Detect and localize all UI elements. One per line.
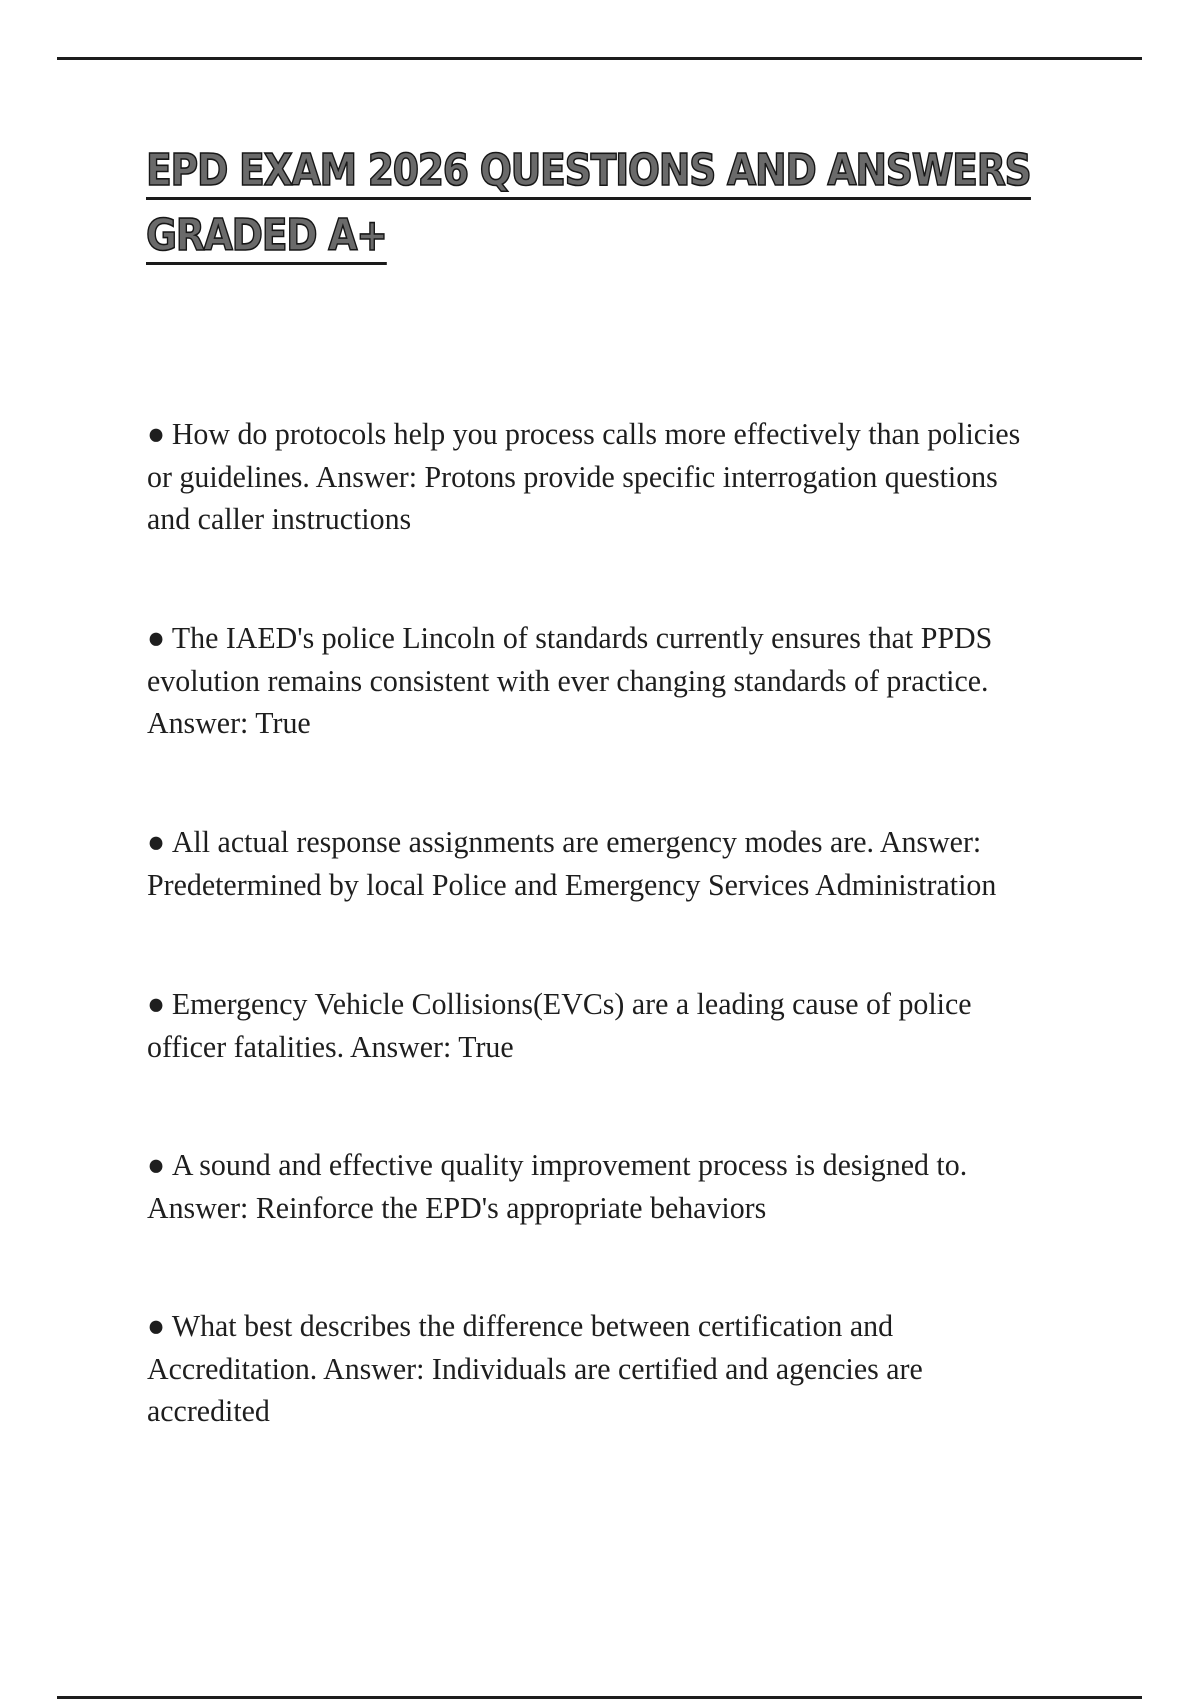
document-title: [146, 146, 1175, 276]
qa-line: or guidelines. Answer: Protons provide specific interrogation questions: [147, 458, 998, 494]
qa-text: Emergency Vehicle Collisions(EVCs) are a leading cause of police: [171, 986, 972, 1021]
qa-text: The IAED's police Lincoln of standards currently ensures that PPDS: [171, 620, 993, 655]
qa-line: [147, 1144, 967, 1187]
qa-line: [147, 1305, 923, 1348]
qa-line: and caller instructions: [147, 501, 412, 536]
qa-item-5: [147, 1144, 997, 1229]
qa-line: Predetermined by local Police and Emergency Services Administration: [147, 866, 997, 902]
bullet-icon: ●: [147, 1308, 166, 1343]
qa-item-2: [147, 617, 1023, 745]
qa-line: Accreditation. Answer: Individuals are certified and agencies are: [147, 1350, 923, 1386]
qa-line: [147, 821, 996, 864]
qa-line: [147, 617, 992, 660]
qa-text: What best describes the difference between certification and: [171, 1308, 894, 1343]
qa-line: evolution remains consistent with ever changing standards of practice.: [147, 662, 989, 698]
footer-rule: [57, 1696, 1142, 1699]
qa-item-4: [147, 983, 1001, 1068]
qa-line: accredited: [147, 1393, 270, 1428]
qa-line: officer fatalities. Answer: True: [147, 1028, 514, 1064]
bullet-icon: ●: [147, 620, 166, 655]
qa-item-3: [147, 821, 1027, 906]
qa-item-6: [147, 1305, 951, 1433]
qa-line: [147, 983, 972, 1026]
header-rule: [57, 57, 1142, 60]
qa-text: All actual response assignments are emergency modes are. Answer:: [171, 824, 982, 859]
qa-text: How do protocols help you process calls more effectively than policies: [171, 416, 1021, 451]
bullet-icon: ●: [147, 1147, 166, 1182]
bullet-icon: ●: [147, 416, 166, 451]
qa-item-1: [147, 413, 1052, 541]
title-text-2: GRADED A+: [146, 211, 387, 265]
bullet-icon: ●: [147, 824, 166, 859]
qa-text: A sound and effective quality improvement process is designed to.: [171, 1147, 968, 1182]
title-text-1: EPD EXAM 2026 QUESTIONS AND ANSWERS: [146, 146, 1031, 200]
title-line-2: [146, 211, 1031, 276]
qa-line: Answer: True: [147, 705, 311, 740]
qa-line: Answer: Reinforce the EPD's appropriate behaviors: [147, 1189, 767, 1225]
bullet-icon: ●: [147, 986, 166, 1021]
qa-line: [147, 413, 1020, 456]
title-line-1: [146, 146, 1031, 211]
